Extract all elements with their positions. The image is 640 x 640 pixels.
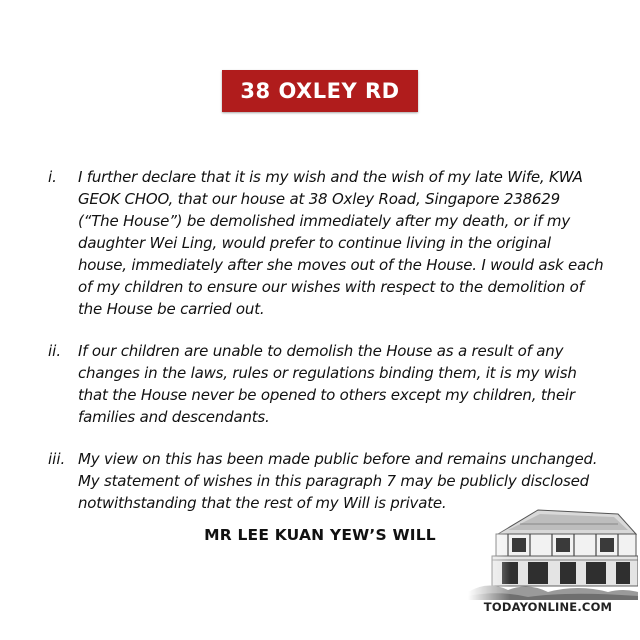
title-badge [222, 70, 418, 112]
clause-item [48, 166, 604, 320]
page-title: 38 OXLEY RD [240, 79, 400, 103]
source-credit: TODAYONLINE.COM [483, 600, 613, 614]
clause-item [48, 340, 604, 428]
clause-text: I further declare that it is my wish and the wish of my late Wife, KWA GEOK CHOO, that our house at 38 Oxley Road, Singapore 238629 (“The House”) be demolished immediately after my death, or if my daughter Wei Ling, would prefer to continue living in the original house, immediately after she moves out of the House. I would ask each of my children to ensure our wishes with respect to the demolition of the House be carried out. [78, 168, 604, 318]
attribution: MR LEE KUAN YEW’S WILL [204, 526, 436, 544]
clause-numeral: ii. [48, 342, 62, 360]
house-sketch-icon [468, 500, 638, 600]
clause-text: My view on this has been made public before and remains unchanged. My statement of wishes in this paragraph 7 may be publicly disclosed notwithstanding that the rest of my Will is private. [78, 450, 598, 512]
will-clauses [48, 166, 604, 534]
clause-numeral: i. [48, 168, 57, 186]
clause-text: If our children are unable to demolish the House as a result of any changes in the laws, rules or regulations binding them, it is my wish that the House never be opened to others except my children, their families and descendants. [78, 342, 577, 426]
clause-numeral: iii. [48, 450, 66, 468]
